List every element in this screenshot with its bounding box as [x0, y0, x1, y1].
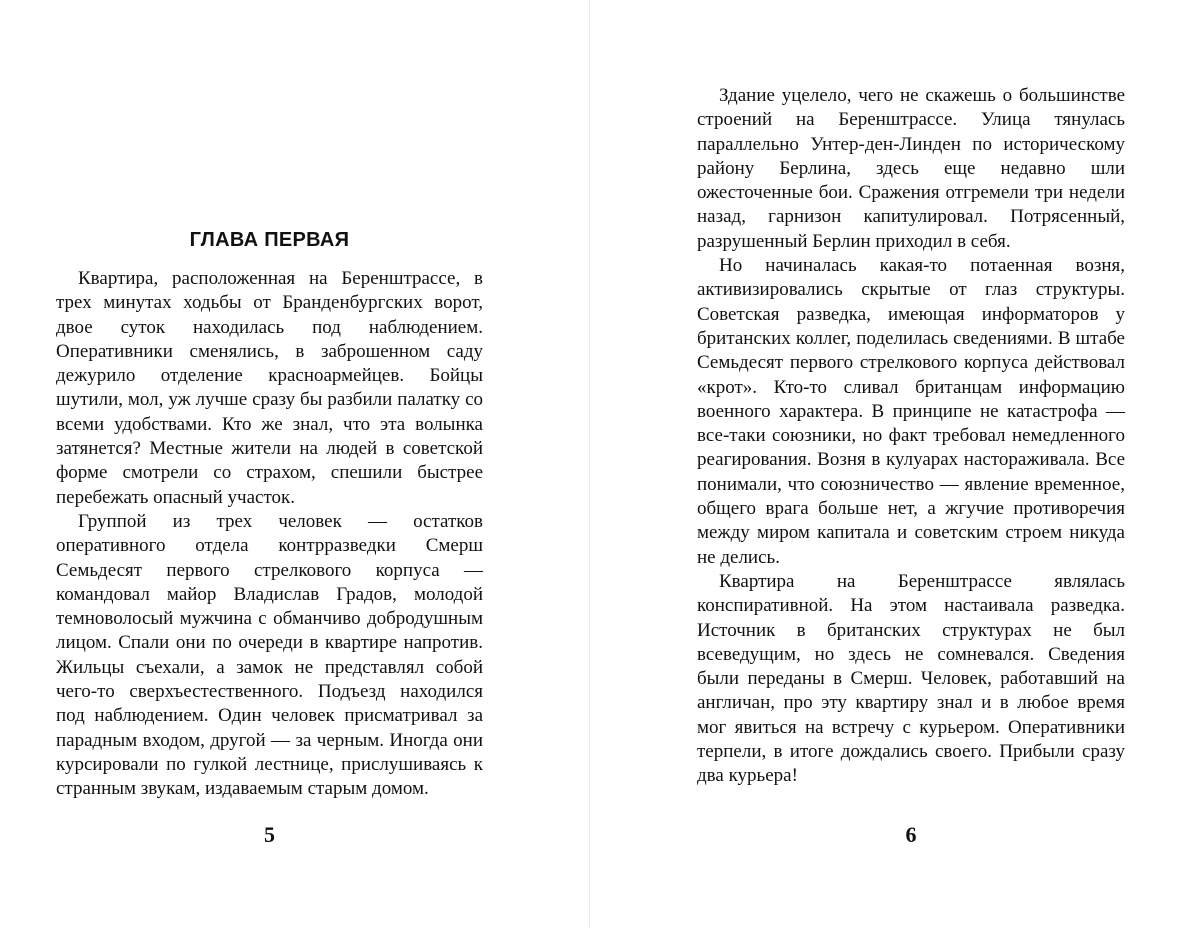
- right-page: [697, 0, 1125, 928]
- paragraph: Квартира на Беренштрассе являлась конспиративной. На этом настаивала разведка. Источник в британских структурах не был всеведущим, но здесь не сомневался. Сведения были переданы в Смерш. Человек, работавший на англичан, про эту квартиру знал и в любое время мог явиться на встречу с курьером. Оперативники терпели, в итоге дождались своего. Прибыли сразу два курьера!: [697, 570, 1125, 787]
- book-gutter: [589, 0, 590, 928]
- paragraph: Группой из трех человек — остатков оперативного отдела контрразведки Смерш Семьдесят первого стрелкового корпуса — командовал майор Владислав Градов, молодой темноволосый мужчина с обманчиво добродушным лицом. Спали они по очереди в квартире напротив. Жильцы съехали, а замок не представлял собой чего-то сверхъестественного. Подъезд находился под наблюдением. Один человек присматривал за парадным входом, другой — за черным. Иногда они курсировали по гулкой лестнице, прислушиваясь к странным звукам, издаваемым старым домом.: [56, 510, 483, 800]
- page-number-right: 6: [905, 822, 917, 847]
- chapter-title: ГЛАВА ПЕРВАЯ: [189, 229, 350, 251]
- right-page-text: [697, 84, 1125, 789]
- paragraph: Квартира, расположенная на Беренштрассе, в трех минутах ходьбы от Бранденбургских ворот, двое суток находилась под наблюдением. Оперативники сменялись, в заброшенном саду дежурило отделение красноармейцев. Бойцы шутили, мол, уж лучше сразу бы разбили палатку со всеми удобствами. Кто же знал, что эта волынка затянется? Местные жители на людей в советской форме смотрели со страхом, спешили быстрее перебежать опасный участок.: [56, 268, 483, 508]
- page-number-left: 5: [264, 822, 275, 847]
- left-page-text: [56, 267, 483, 802]
- left-page: [56, 0, 483, 928]
- paragraph: Здание уцелело, чего не скажешь о большинстве строений на Беренштрассе. Улица тянулась параллельно Унтер-ден-Линден по историческому району Берлина, здесь еще недавно шли ожесточенные бои. Сражения отгремели три недели назад, гарнизон капитулировал. Потрясенный, разрушенный Берлин приходил в себя.: [697, 85, 1125, 252]
- paragraph: Но начиналась какая-то потаенная возня, активизировались скрытые от глаз структуры. Советская разведка, имеющая информаторов у британских коллег, поделилась сведениями. В штабе Семьдесят первого стрелкового корпуса действовал «крот». Кто-то сливал британцам информацию военного характера. В принципе не катастрофа — все-таки союзники, но факт требовал немедленного реагирования. Возня в кулуарах настораживала. Все понимали, что союзничество — явление временное, общего врага больше нет, а жгучие противоречия между миром капитала и советским строем никуда не делись.: [697, 255, 1125, 568]
